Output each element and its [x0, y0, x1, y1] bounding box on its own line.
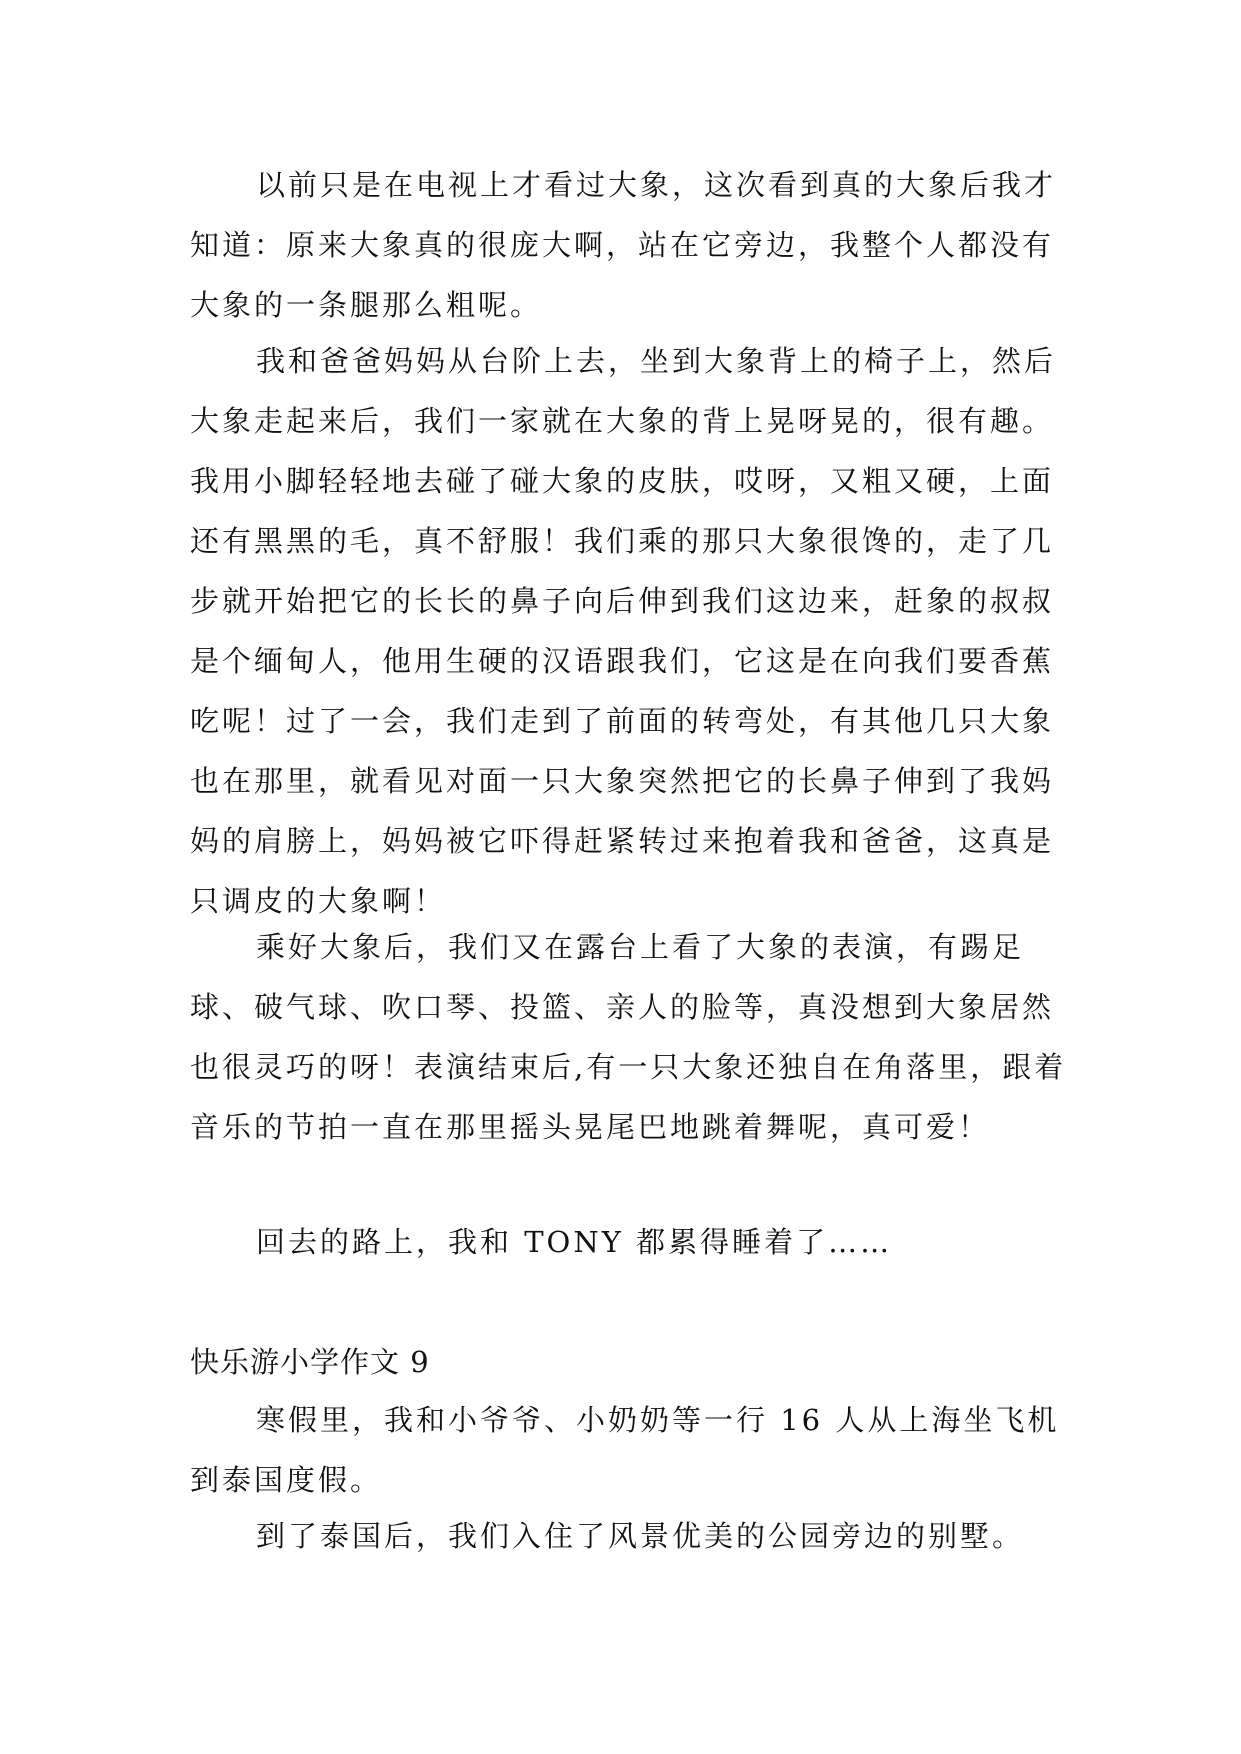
- paragraph: 到了泰国后，我们入住了风景优美的公园旁边的别墅。: [256, 1519, 1025, 1553]
- paragraph: 以前只是在电视上才看过大象，这次看到真的大象后我才知道：原来大象真的很庞大啊，站在它旁边，我整个人都没有大象的一条腿那么粗呢。: [190, 168, 1057, 322]
- paragraph: 回去的路上，我和 TONY 都累得睡着了……: [256, 1225, 893, 1259]
- section-title: 快乐游小学作文 9: [190, 1345, 430, 1379]
- paragraph: 我和爸爸妈妈从台阶上去，坐到大象背上的椅子上，然后大象走起来后，我们一家就在大象的背上晃呀晃的，很有趣。我用小脚轻轻地去碰了碰大象的皮肤，哎呀，又粗又硬，上面还有黑黑的毛，真不舒服！我们乘的那只大象很馋的，走了几步就开始把它的长长的鼻子向后伸到我们这边来，赶象的叔叔是个缅甸人，他用生硬的汉语跟我们，它这是在向我们要香蕉吃呢！过了一会，我们走到了前面的转弯处，有其他几只大象也在那里，就看见对面一只大象突然把它的长鼻子伸到了我妈妈的肩膀上，妈妈被它吓得赶紧转过来抱着我和爸爸，这真是只调皮的大象啊！: [190, 344, 1057, 918]
- paragraph: 乘好大象后，我们又在露台上看了大象的表演，有踢足球、破气球、吹口琴、投篮、亲人的脸等，真没想到大象居然也很灵巧的呀！表演结束后,有一只大象还独自在角落里，跟着音乐的节拍一直在那里摇头晃尾巴地跳着舞呢，真可爱！: [190, 930, 1067, 1144]
- paragraph: 寒假里，我和小爷爷、小奶奶等一行 16 人从上海坐飞机到泰国度假。: [190, 1403, 1060, 1497]
